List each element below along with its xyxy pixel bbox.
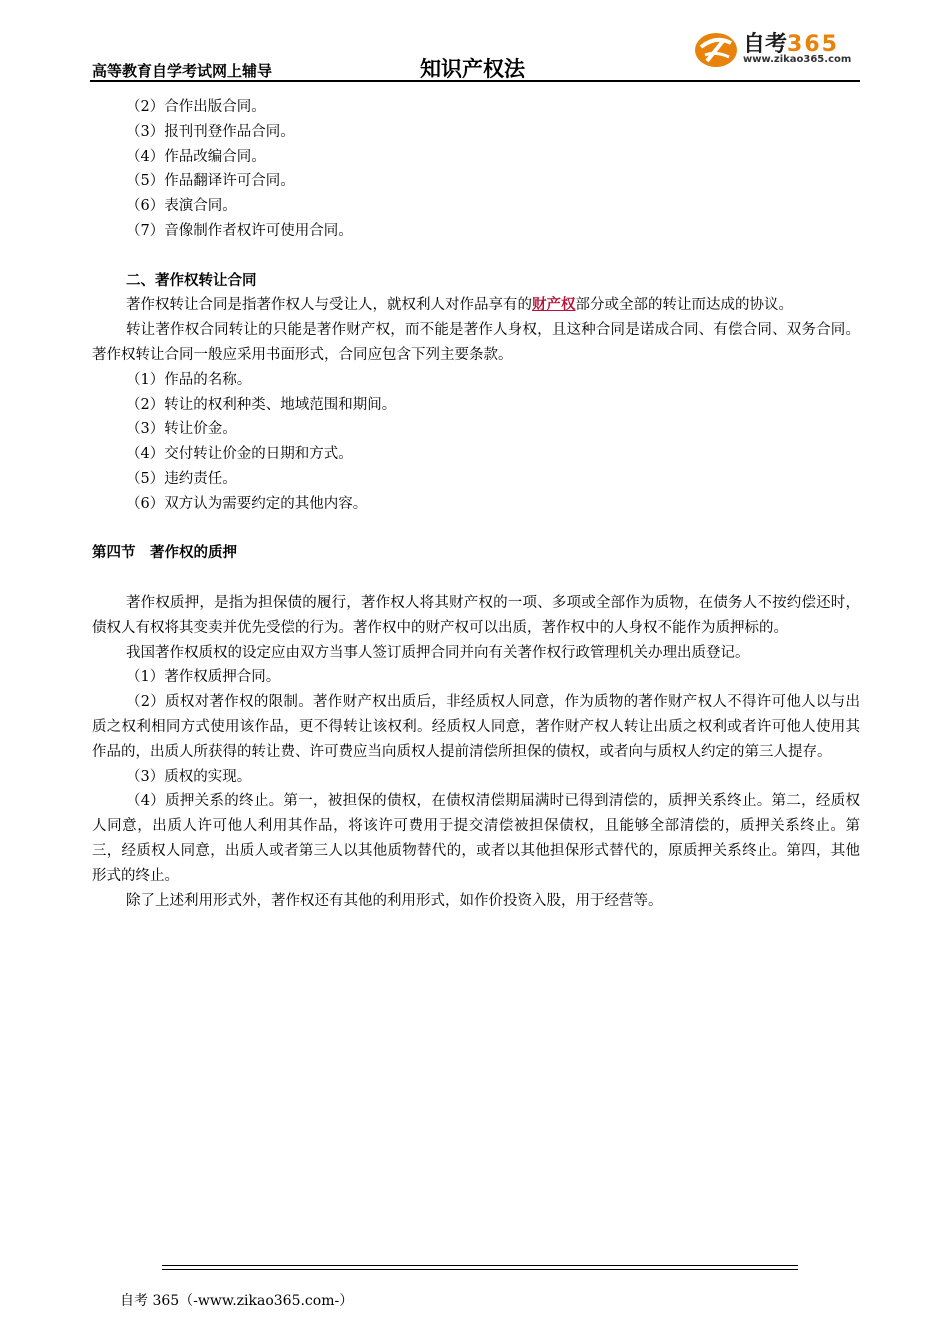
paragraph: （4）质押关系的终止。第一，被担保的债权，在债权清偿期届满时已得到清偿的，质押关系终止。第二，经质权人同意，出质人许可他人利用其作品，将该许可费用于提交清偿被担保债权，且能够全部清偿的，质押关系终止。第三，经质权人同意，出质人或者第三人以其他质物替代的，或者以其他担保形式替代的，原质押关系终止。第四，其他形式的终止。 bbox=[92, 793, 860, 884]
list-item: （3）质权的实现。 bbox=[126, 768, 252, 785]
header-divider bbox=[90, 80, 860, 82]
logo-wordmark: 自考365 bbox=[743, 32, 839, 57]
list-item: （4）交付转让价金的日期和方式。 bbox=[126, 446, 353, 463]
paragraph: 著作权转让合同是指著作权人与受让人，就权利人对作品享有的财产权部分或全部的转让而达成的协议。 bbox=[126, 296, 793, 314]
list-item: （3）转让价金。 bbox=[126, 421, 237, 438]
property-right-link[interactable]: 财产权 bbox=[532, 296, 576, 314]
paragraph: 著作权质押，是指为担保债的履行，著作权人将其财产权的一项、多项或全部作为质物，在债务人不按约偿还时，债权人有权将其变卖并优先受偿的行为。著作权中的财产权可以出质，著作权中的人身权不能作为质押标的。 bbox=[92, 594, 860, 636]
list-item: （2）转让的权利种类、地域范围和期间。 bbox=[126, 396, 397, 413]
site-logo bbox=[693, 27, 863, 71]
chapter-section-heading: 第四节 著作权的质押 bbox=[92, 544, 237, 562]
section-heading: 二、著作权转让合同 bbox=[126, 271, 257, 289]
footer-text: 自考 365（-www.zikao365.com-） bbox=[120, 1293, 354, 1309]
document-body bbox=[92, 95, 860, 913]
paragraph: 我国著作权质权的设定应由双方当事人签订质押合同并向有关著作权行政管理机关办理出质登记。 bbox=[126, 644, 750, 661]
list-item: （2）合作出版合同。 bbox=[126, 99, 266, 115]
paragraph: 除了上述利用形式外，著作权还有其他的利用形式，如作价投资入股，用于经营等。 bbox=[126, 892, 663, 909]
paragraph: （2）质权对著作权的限制。著作财产权出质后，非经质权人同意，作为质物的著作财产权人不得许可他人以与出质之权利相同方式使用该作品，更不得转让该权利。经质权人同意，著作财产权人转让出质之权利或者许可他人使用其作品的，出质人所获得的转让费、许可费应当向质权人提前清偿所担保的债权，或者向与质权人约定的第三人提存。 bbox=[92, 694, 860, 760]
footer-divider bbox=[162, 1265, 798, 1270]
list-item: （6）表演合同。 bbox=[126, 198, 237, 215]
logo-icon bbox=[693, 27, 739, 71]
list-item: （3）报刊刊登作品合同。 bbox=[126, 123, 295, 140]
list-item: （1）作品的名称。 bbox=[126, 371, 252, 388]
list-item: （6）双方认为需要约定的其他内容。 bbox=[126, 495, 368, 512]
list-item: （5）违约责任。 bbox=[126, 470, 237, 487]
page-title: 知识产权法 bbox=[420, 57, 525, 81]
logo-url: www.zikao365.com bbox=[743, 54, 852, 65]
list-item: （4）作品改编合同。 bbox=[126, 148, 266, 165]
list-item: （1）著作权质押合同。 bbox=[126, 669, 281, 686]
list-item: （7）音像制作者权许可使用合同。 bbox=[126, 222, 353, 239]
list-item: （5）作品翻译许可合同。 bbox=[126, 173, 295, 190]
header-subtitle: 高等教育自学考试网上辅导 bbox=[92, 62, 273, 80]
paragraph: 转让著作权合同转让的只能是著作财产权，而不能是著作人身权，且这种合同是诺成合同、有偿合同、双务合同。著作权转让合同一般应采用书面形式，合同应包含下列主要条款。 bbox=[92, 322, 860, 363]
